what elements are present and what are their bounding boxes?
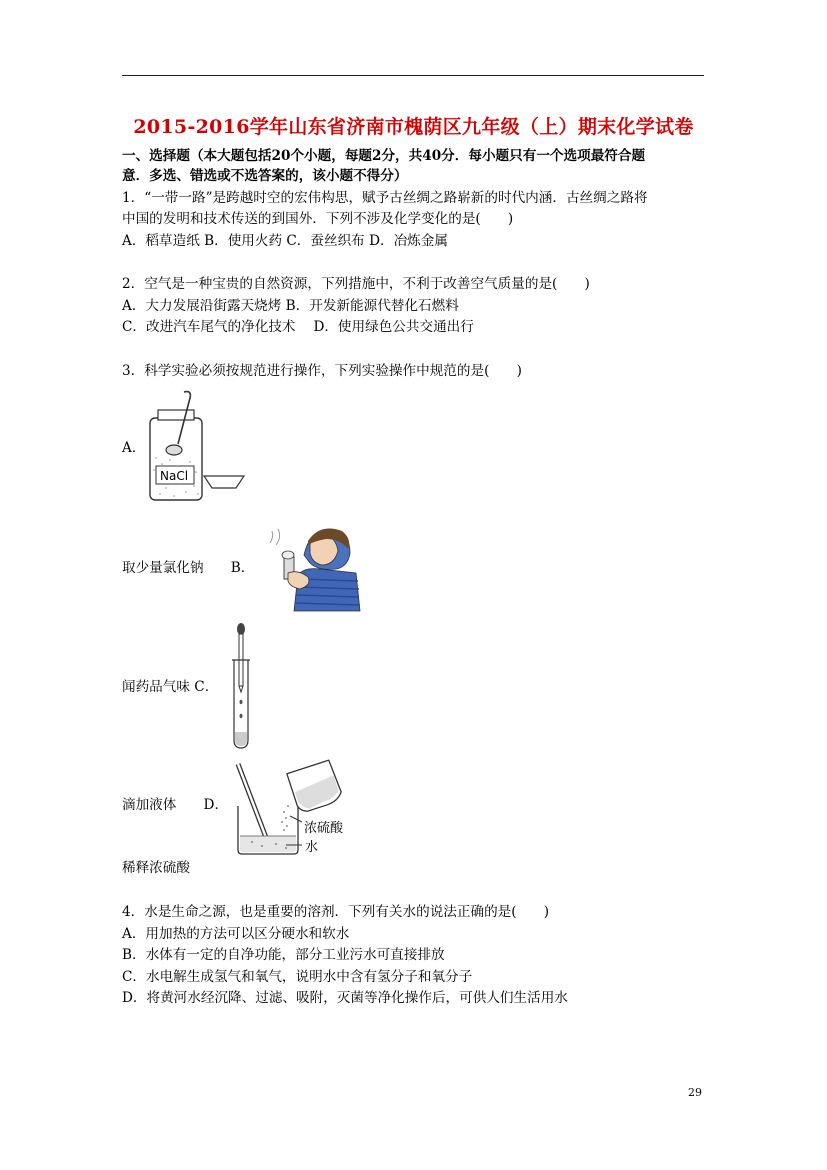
q2-stem: 2．空气是一种宝贵的自然资源，下列措施中，不利于改善空气质量的是( ) xyxy=(122,276,590,292)
header-rule xyxy=(122,75,704,76)
q3-option-d-caption: 稀释浓硫酸 xyxy=(122,860,190,876)
exam-title: 2015-2016学年山东省济南市槐荫区九年级（上）期末化学试卷 xyxy=(133,116,694,138)
section-heading-line2: 意．多选、错选或不选答案的，该小题不得分） xyxy=(122,168,408,184)
water-label: 水 xyxy=(305,840,319,855)
smelling-boy-figure xyxy=(264,515,364,613)
nacl-bottle-figure xyxy=(140,388,250,503)
nacl-label: NaCl xyxy=(160,469,189,483)
q3-option-a-caption: 取少量氯化钠 B． xyxy=(122,560,255,576)
q1-stem-line2: 中国的发明和技术传送的到国外．下列不涉及化学变化的是( ) xyxy=(122,211,514,227)
dropper-test-tube-figure xyxy=(228,620,256,752)
q2-options-line1: A．大力发展沿街露天烧烤 B．开发新能源代替化石燃料 xyxy=(122,298,459,314)
q1-stem-line1: 1．“一带一路”是跨越时空的宏伟构思，赋予古丝绸之路崭新的时代内涵．古丝绸之路将 xyxy=(122,190,648,206)
q1-options: A．稻草造纸 B．使用火药 C．蚕丝织布 D．冶炼金属 xyxy=(122,233,448,249)
q4-option-a: A．用加热的方法可以区分硬水和软水 xyxy=(122,926,350,942)
q3-stem: 3．科学实验必须按规范进行操作，下列实验操作中规范的是( ) xyxy=(122,363,522,379)
q3-option-c-caption: 滴加液体 D． xyxy=(122,797,229,813)
q2-options-line2: C．改进汽车尾气的净化技术 D．使用绿色公共交通出行 xyxy=(122,319,474,335)
q4-option-b: B．水体有一定的自净功能，部分工业污水可直接排放 xyxy=(122,947,445,963)
q4-option-d: D．将黄河水经沉降、过滤、吸附，灭菌等净化操作后，可供人们生活用水 xyxy=(122,990,568,1006)
acid-label: 浓硫酸 xyxy=(304,821,344,836)
q3-option-b-caption: 闻药品气味 C． xyxy=(122,679,219,695)
q4-option-c: C．水电解生成氢气和氧气，说明水中含有氢分子和氧分子 xyxy=(122,969,473,985)
dilution-figure xyxy=(232,750,362,860)
q4-stem: 4．水是生命之源，也是重要的溶剂．下列有关水的说法正确的是( ) xyxy=(122,904,550,920)
page-number: 29 xyxy=(688,1086,702,1099)
q3-option-a-label: A． xyxy=(122,440,146,456)
section-heading-line1: 一、选择题（本大题包括20个小题，每题2分，共40分．每小题只有一个选项最符合题 xyxy=(122,148,646,164)
